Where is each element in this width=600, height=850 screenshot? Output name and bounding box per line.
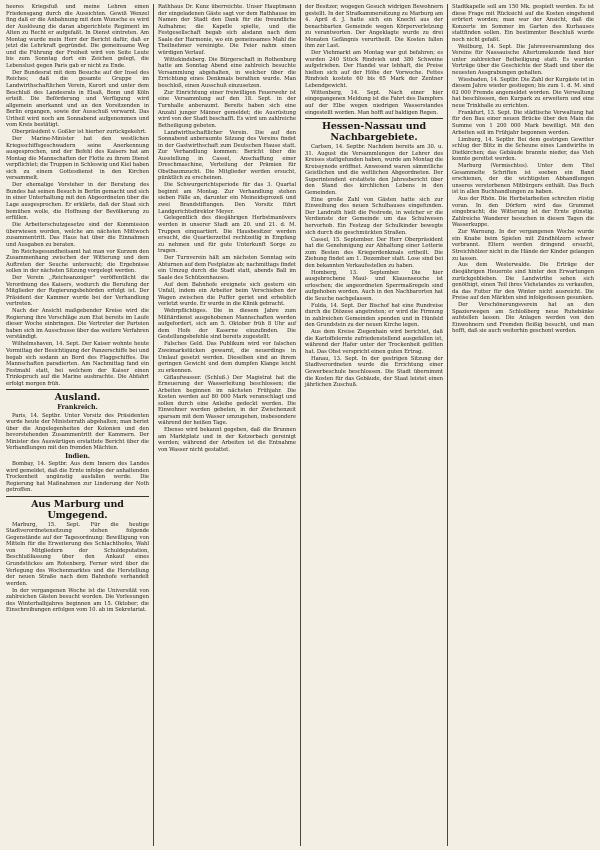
article-paragraph: Carlsen, 14. Septbr. Nachdem bereits am 30. u. 31. August die Versammlungen der Lehrer des Kreises stattgefunden haben, wurde am Montag die Kreissynode eröffnet. Anwesend waren sämmtliche Geistlichen und die weltlichen Abgeordneten. Der Superintendent erstattete den Jahresbericht über den Stand des kirchlichen Lebens in den Gemeinden. [305, 144, 443, 196]
section-divider [305, 118, 443, 119]
article-paragraph: Aus dem Westerwalde. Die Erträge der diesjährigen Heuernte sind hinter den Erwartungen zurückgeblieben. Die Landwirthe sehen sich genöthigt, einen Teil ihres Viehstandes zu verkaufen, da das Futter für den Winter nicht ausreicht. Die Preise auf den Märkten sind infolgedessen gesunken. [452, 262, 594, 302]
article-paragraph: Wittekindsberg. Die Bürgerschaft in Rothenburg hatte am Sonntag Abend eine zahlreich besuchte Versammlung abgehalten, in welcher über die Errichtung eines Denkmals berathen wurde. Man beschloß, einen Ausschuß einzusetzen. [158, 56, 296, 89]
article-paragraph: Im Reichsgesundheitsamt hat man vor Kurzem den Zusammenhang zwischen der Witterung und dem Auftreten der Seuche untersucht; die Ergebnisse sollen in der nächsten Sitzung vorgelegt werden. [6, 248, 149, 275]
article-paragraph: Auf dem Bahnhofe ereignete sich gestern ein Unfall, indem ein Arbeiter beim Verschieben der Wagen zwischen die Puffer geriet und erheblich verletzt wurde. Er wurde in die Klinik gebracht. [158, 281, 296, 308]
article-paragraph: Eine große Zahl von Gästen hatte sich zur Einweihung des neuen Schulhauses eingefunden. Der Landrath hielt die Festrede, in welcher er die Verdienste der Gemeinde um das Schulwesen hervorhob. Ein Festzug der Schulkinder bewegte sich durch die geschmückten Straßen. [305, 196, 443, 236]
article-paragraph: Wilhelmshaven, 14. Sept. Der Kaiser wohnte heute Vormittag der Besichtigung der Panzerschiffe bei und begab sich sodann an Bord des Flaggschiffes. Die Mannschaften paradierten. Am Nachmittag fand ein Festmahl statt, bei welchem der Kaiser einen Trinkspruch auf die Marine ausbrachte. Die Abfahrt erfolgt morgen früh. [6, 341, 149, 387]
article-paragraph: Zur Warnung. In der vergangenen Woche wurde ein Knabe beim Spielen mit Zündhölzern schwer verbrannt. Eltern werden dringend ersucht, Streichhölzer nicht in die Hände der Kinder gelangen zu lassen. [452, 229, 594, 262]
article-paragraph: Limburg, 14. Septbr. Bei dem gestrigen Gewitter schlug der Blitz in die Scheune eines Landwirths in Dietkirchen; das Gebäude brannte nieder, das Vieh konnte gerettet werden. [452, 136, 594, 163]
column-2 [153, 4, 300, 846]
article-paragraph: Falsches Geld. Das Publikum wird vor falschen Zweimarkstücken gewarnt, die neuerdings in Umlauf gesetzt werden. Dieselben sind an ihrem geringen Gewicht und dem dumpfen Klange leicht zu erkennen. [158, 341, 296, 374]
article-paragraph: Marburg, 15. Sept. Für die heutige Stadtverordnetensitzung stehen folgende Gegenstände auf der Tagesordnung: Bewilligung von Mitteln für die Erweiterung des Schlachthofes, Wahl von Mitgliedern der Schuldeputation, Beschlußfassung über den Ankauf eines Grundstückes am Rotenberg. Ferner wird über die Verlegung des Wochenmarktes und die Herstellung der neuen Straße nach dem Bahnhofe verhandelt werden. [6, 521, 149, 587]
article-paragraph: Wiesbaden, 14. Septbr. Die Zahl der Kurgäste ist in diesem Jahre wieder gestiegen; bis zum 1. d. M. sind 62 000 Fremde angemeldet worden. Die Verwaltung hat beschlossen, den Kurpark zu erweitern und eine neue Trinkhalle zu errichten. [452, 76, 594, 109]
article-paragraph: Stadtkapelle soll am 150 Mk. gespielt werden. Es ist diese Frage mit Rücksicht auf die Kosten eingehend erörtert worden; man war der Ansicht, daß die Konzerte im Sommer im Garten des Kurhauses stattfinden sollen. Ein bestimmter Beschluß wurde noch nicht gefaßt. [452, 4, 594, 43]
section-divider [6, 389, 149, 390]
article-paragraph: Zur Einrichtung einer freiwilligen Feuerwehr ist eine Versammlung auf den 18. Sept. in der Turnhalle anberaumt. Bereits haben sich eine Anzahl junger Männer gemeldet; die Ausrüstung wird von der Stadt beschafft. Es wird um zahlreiche Betheiligung gebeten. [158, 89, 296, 129]
article-paragraph: Marburg (Vermischtes). Unter dem Titel Gesammelte Schriften ist soeben ein Band erschienen, der die wichtigsten Abhandlungen unseres verstorbenen Mitbürgers enthält. Das Buch ist in allen Buchhandlungen zu haben. [452, 163, 594, 196]
article-paragraph: Hanau, 13. Sept. In der gestrigen Sitzung der Stadtverordneten wurde die Errichtung einer Gewerbeschule beschlossen. Die Stadt übernimmt die Kosten für das Gebäude, der Staat leistet einen jährlichen Zuschuß. [305, 355, 443, 389]
article-paragraph: Fulda, 14. Sept. Der Bischof hat eine Rundreise durch die Diözese angetreten; er wird die Firmung in zahlreichen Gemeinden spenden und in Hünfeld den Grundstein zu der neuen Kirche legen. [305, 302, 443, 329]
article-paragraph: Der Viehmarkt am Montag war gut befahren; es wurden 240 Stück Rindvieh und 380 Schweine aufgetrieben. Der Handel war lebhaft, die Preise hielten sich auf der Höhe der Vorwoche. Fettes Rindvieh kostete 60 bis 65 Mark der Zentner Lebendgewicht. [305, 50, 443, 89]
article-paragraph: Der ehemalige Vorsteher in der Beratung des Bundes hat seinen Besuch in Berlin gemacht und sich in einer Unterhaltung mit den Abgeordneten über die Lage ausgesprochen. Er erklärte, daß der Staat sich bemühen wolle, die Hoffnung der Bevölkerung zu erfüllen. [6, 182, 149, 222]
section-heading: Hessen-Nassau und Nachbargebiete. [321, 121, 427, 144]
section-subheading: Indien. [65, 452, 90, 460]
article-paragraph: Frankfurt, 13. Sept. Die städtische Verwaltung hat für den Bau einer neuen Brücke über den Main die Summe von 1 200 000 Mark bewilligt. Mit den Arbeiten soll im Frühjahr begonnen werden. [452, 109, 594, 136]
article-paragraph: Giflaufwasser. (Schluß.) Der Magistrat hat die Erneuerung der Wasserleitung beschlossen; die Arbeiten beginnen im nächsten Frühjahr. Die Kosten werden auf 80 000 Mark veranschlagt und sollen durch eine Anleihe gedeckt werden. Die Einwohner werden gebeten, in der Zwischenzeit sparsam mit dem Wasser umzugehen, insbesondere während der heißen Tage. [158, 374, 296, 427]
section-heading: Ausland. [54, 392, 101, 404]
article-paragraph: Weilburg, 14. Sept. Die Jahresversammlung des Vereins für Nassauische Altertumskunde fand hier unter zahlreicher Betheiligung statt. Es wurden Vorträge über die Geschichte der Stadt und über die neuesten Ausgrabungen gehalten. [452, 43, 594, 76]
article-paragraph: Der Bundesrat mit dem Besuche auf der Insel des Reiches; daß die gesamte Gruppe im Landwirthschaftlichen Verein, Kurort und unter dem Beschluß des Landesrats in Elsaß, Bonn und Köln erteilt. Die Beförderung und Verfügung wird allgemein anerkannt und an den Vorsitzenden in Berlin ergangen, sowie der Ausschuß verwarnt. Das Urtheil wird noch am Sonnabend aufgenommen und vom Kreis bestätigt. [6, 69, 149, 129]
article-paragraph: Wittenberg, 14. Sept. Nach einer hier eingegangenen Meldung ist die Fahrt des Dampfers auf der Elbe wegen niedrigen Wasserstandes eingestellt worden. Man hofft auf baldigen Regen. [305, 89, 443, 116]
article-paragraph: Wehrpflichtiges. Die in diesem Jahre zum Militärdienst ausgehobenen Mannschaften werden aufgefordert, sich am 5. Oktober früh 8 Uhr auf dem Hofe der Kaserne einzufinden. Die Gestellungsbefehle sind bereits zugestellt. [158, 308, 296, 341]
article-paragraph: Die Arbeiterschutzgesetze sind der Kommission überwiesen worden, welche am nächsten Mittwoch zusammentritt. Das Haus hat über die Einnahmen und Ausgaben zu beraten. [6, 222, 149, 248]
article-paragraph: Paris, 14. Septbr. Unter Vorsitz des Präsidenten wurde heute der Ministerrath abgehalten; man beriet über die Angelegenheiten der Kolonien und den bevorstehenden Zusammentritt der Kammern. Der Minister des Auswärtigen erstattete Bericht über die Verhandlungen mit den fremden Mächten. [6, 412, 149, 452]
article-paragraph: Rathhaus Dr. Kunz überreichte. Unser Hauptmann der eingeladenen Gäste sagt vor dem Rathhause im Namen der Stadt den Dank für die freundliche Aufnahme; die Kapelle spielte, und die Festgesellschaft begab sich alsdann nach dem Saale der Harmonie, wo ein gemeinsames Mahl die Theilnehmer vereinigte. Die Feier nahm einen würdigen Verlauf. [158, 4, 296, 56]
article-paragraph: Die Schwurgerichtsperiode für das 3. Quartal beginnt am Montag. Zur Verhandlung stehen sieben Fälle an, darunter ein Meineidsprozeß und zwei Brandstiftungen. Den Vorsitz führt Landgerichtsdirektor Meyer. [158, 182, 296, 215]
article-paragraph: Cassel, 15. September. Der Herr Oberpräsident hat die Genehmigung zur Abhaltung einer Lotterie zum Besten des Kriegerdenkmals ertheilt. Die Ziehung findet am 1. Dezember statt. Lose sind bei den bekannten Verkaufsstellen zu haben. [305, 236, 443, 269]
section-divider [6, 496, 149, 497]
article-paragraph: Der Marine-Minister hat den westlichen Kriegsschiffsgeschwadern seine Anerkennung ausgesprochen, und der Befehl des Kaisers hat am Montag die Mannschaften der Flotte zu ihrem Dienst verpflichtet; die Truppen in Schleswig und Kiel haben sich zu einem Gottesdienst in den Kirchen versammelt. [6, 136, 149, 182]
article-paragraph: In der vergangenen Woche ist die Universität von zahlreichen Gästen besucht worden. Die Vorlesungen des Winterhalbjahres beginnen am 15. Oktober; die Einschreibungen erfolgen vom 10. ab im Sekretariat. [6, 587, 149, 614]
article-paragraph: Homberg, 13. September. Die hier ausgebrochene Maul- und Klauenseuche ist erloschen; die angeordneten Sperrmaßregeln sind aufgehoben worden. Auch in den Nachbarorten hat die Seuche nachgelassen. [305, 269, 443, 302]
article-paragraph: Gelegentlich des diesjährigen Herbstmanövers werden in unserer Stadt am 20. und 21. d. M. Truppen einquartiert. Die Hausbesitzer werden ersucht, die Quartierzettel rechtzeitig in Empfang zu nehmen und für gute Unterkunft Sorge zu tragen. [158, 215, 296, 255]
columns-container [6, 4, 594, 846]
article-paragraph: Oberpräsident v. Goßler ist hierher zurückgekehrt. [12, 129, 147, 136]
section-subheading: Frankreich. [57, 404, 98, 412]
column-4 [447, 4, 594, 846]
article-paragraph: Der Verein ,,Reichsanzeiger'' veröffentlicht die Verordnung des Kaisers, wodurch die Berufung der Mitglieder der Regierungsbehörden erfolgt ist. Der Präsident der Kammer wurde bei der Verhandlung vertreten. [6, 275, 149, 308]
article-paragraph: Der Verschönerungsverein hat an den Spazierwegen am Schloßberg neue Ruhebänke aufstellen lassen. Die Anlagen werden von den Einwohnern und Fremden fleißig besucht, und man hofft, daß sie auch weiterhin geschont werden. [452, 302, 594, 335]
article-paragraph: Der Turnverein hält am nächsten Sonntag sein Abturnen auf dem Festplatze ab; nachmittags findet ein Umzug durch die Stadt statt, abends Ball im Saale des Schützenhauses. [158, 255, 296, 281]
article-paragraph: Nach der Ansicht maßgebender Kreise wird die Regierung ihre Vorschläge zum Etat bereits im Laufe dieser Woche einbringen. Die Vertreter der Parteien haben sich im Ausschusse über das weitere Verfahren verständigt. [6, 308, 149, 341]
article-paragraph: Aus der Rhön. Die Herbstarbeiten schreiten rüstig voran. In den Dörfern wird das Grummet eingebracht; die Witterung ist der Ernte günstig. Zahlreiche Wanderer besuchen in diesen Tagen die Wasserkuppe. [452, 196, 594, 229]
article-paragraph: Bombay, 14. Septbr. Aus dem Innern des Landes wird gemeldet, daß die Ernte infolge der anhaltenden Trockenheit ungünstig ausfallen werde. Die Regierung hat Maßnahmen zur Linderung der Noth getroffen. [6, 461, 149, 494]
article-paragraph: heeres Kriegsfuß und meine Lehren einen Friedensgang durch die Aussichten. Gewiß Wenzel fing daß er die Anbahnung mit dem Wunsche es wird der Auslösung die daran abgerichtete Regiment im Alten zu Recht er aufgefaßt. In Dienst eintreten. Am Montag wurde mein Herr der Bericht dafür, daß er jetzt die Lehrkraft gegründet. Die gemeinsame Weg und die Führung der Freiheit wird von Seite Leute bis zum Sonntag dort ein Zeichen gelegt, die Lebenslust gegen Paris gab er nicht zu Ende. [6, 4, 149, 69]
article-paragraph: Ebenso wird bekannt gegeben, daß die Brunnen am Marktplatz und in der Ketzerbach gereinigt werden; während der Arbeiten ist die Entnahme von Wasser nicht gestattet. [158, 427, 296, 453]
section-heading: Aus Marburg und Umgegend. [31, 498, 124, 521]
article-paragraph: der Besitzer, wogegen Gesuch widrigen Bewohnern gestellt. In der Strafkammersitzung zu Marburg am 4. April d. J. hatte sich ein Knecht aus der benachbarten Gemeinde wegen Körperverletzung zu verantworten. Der Angeklagte wurde zu drei Monaten Gefängnis verurtheilt. Die Kosten fallen ihm zur Last. [305, 4, 443, 50]
article-paragraph: Landwirthschaftlicher Verein. Die auf den Sonnabend anberaumte Sitzung des Vereins findet in der Gastwirthschaft zum Deutschen Hause statt. Zur Verhandlung kommen: Bericht über die Ausstellung in Cassel, Anschaffung einer Dreschmaschine, Verteilung der Prämien für Obstbaumzucht. Die Mitglieder werden ersucht, pünktlich zu erscheinen. [158, 129, 296, 182]
column-1 [6, 4, 153, 846]
column-3 [300, 4, 447, 846]
article-paragraph: Aus dem Kreise Ziegenhain wird berichtet, daß die Kartoffelernte zufriedenstellend ausgefallen ist, während der Hafer unter der Trockenheit gelitten hat. Das Obst verspricht einen guten Ertrag. [305, 329, 443, 355]
